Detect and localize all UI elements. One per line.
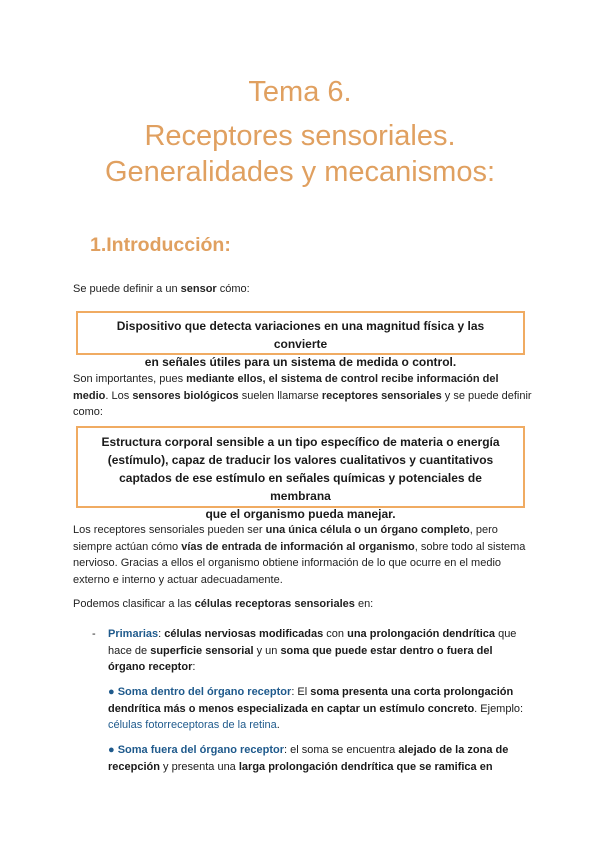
list-text-5: :	[192, 661, 196, 673]
title-line-1: Tema 6.	[248, 76, 352, 108]
box2-line-2: (estímulo), capaz de traducir los valores cualitativos y cuantitativos	[107, 453, 494, 467]
list-bold-2: una prolongación dendrítica	[347, 628, 496, 640]
bullet-icon: ●	[108, 744, 115, 756]
sub2-text-1: : el soma se encuentra	[283, 744, 399, 756]
classification-paragraph	[73, 596, 533, 613]
sub1-bold-1: soma presenta una corta prolongación dendrítica más o menos especializada en captar un estímulo concreto	[108, 686, 514, 715]
list-text-2: con	[323, 628, 348, 640]
receptors-paragraph	[73, 522, 533, 588]
title-line-3: Generalidades y mecanismos:	[104, 156, 496, 188]
sub2-bold-1: alejado de la zona de recepción	[108, 744, 509, 773]
box2-line-4: que el organismo pueda manejar.	[205, 507, 396, 521]
list-text-3: que hace de	[108, 628, 517, 657]
box2-line-1: Estructura corporal sensible a un tipo específico de materia o energía	[101, 435, 500, 449]
list-item-primarias	[92, 626, 532, 676]
para4-bold-1: células receptoras sensoriales	[194, 598, 355, 610]
para3-text-2: , pero siempre actúan cómo	[73, 524, 498, 553]
retina-link[interactable]: células fotorreceptoras de la retina	[108, 719, 277, 731]
sub2-label: Soma fuera del órgano receptor	[117, 744, 284, 756]
sub1-text-2: . Ejemplo:	[474, 702, 524, 715]
para2-bold-3: receptores sensoriales	[321, 389, 442, 402]
list-bold-4: soma que puede estar dentro o fuera del órgano receptor	[108, 644, 493, 673]
para4-text-1: Podemos clasificar a las	[73, 598, 195, 610]
para2-text-2: . Los	[105, 389, 133, 402]
sensor-definition-box	[76, 311, 525, 369]
title-line-2: Receptores sensoriales.	[144, 120, 456, 152]
para2-text-1: Son importantes, pues	[73, 373, 187, 385]
list-bold-3: superficie sensorial	[150, 644, 254, 657]
intro-text-end: cómo:	[216, 283, 250, 295]
sub2-bold-2: larga prolongación dendrítica que se ramifica en	[238, 760, 493, 773]
list-bold-1: células nerviosas modificadas	[164, 628, 324, 640]
para3-bold-1: una única célula o un órgano completo	[265, 524, 470, 536]
para3-text-3: , sobre todo al sistema nervioso. Gracias a ellos el organismo obtiene información de lo que ocurre en el medio externo e interno y actuar adecuadamente.	[73, 540, 526, 586]
box1-line-1: Dispositivo que detecta variaciones en una magnitud física y las convierte	[116, 319, 485, 351]
list-text-1: :	[158, 628, 165, 640]
list-label: Primarias	[108, 628, 159, 640]
list-text-4: y un	[253, 644, 281, 657]
list-dash: -	[92, 628, 96, 640]
sub1-text-1: : El	[291, 686, 311, 698]
para4-text-2: en:	[354, 598, 374, 610]
para3-text-1: Los receptores sensoriales pueden ser	[73, 524, 266, 536]
intro-paragraph	[73, 281, 533, 298]
receptor-definition-box	[76, 426, 525, 521]
importance-paragraph	[73, 371, 533, 421]
sub-item-soma-dentro	[108, 684, 532, 734]
sub-item-soma-fuera	[108, 742, 532, 775]
sub2-text-2: y presenta una	[159, 760, 239, 773]
box1-line-2: en señales útiles para un sistema de medida o control.	[144, 355, 457, 369]
intro-text: Se puede definir a un	[73, 283, 181, 295]
section-heading: 1.Introducción:	[90, 234, 231, 256]
sub1-text-3: .	[276, 719, 280, 731]
sub1-label: Soma dentro del órgano receptor	[117, 686, 292, 698]
para2-text-4: y se puede definir como:	[73, 389, 532, 418]
bullet-icon: ●	[108, 686, 115, 698]
list-body	[108, 626, 532, 676]
para2-bold-2: sensores biológicos	[132, 389, 239, 402]
intro-term: sensor	[180, 283, 217, 295]
para2-text-3: suelen llamarse	[238, 389, 322, 402]
para3-bold-2: vías de entrada de información al organismo	[181, 540, 415, 553]
para2-bold-1: mediante ellos, el sistema de control recibe información del medio	[73, 373, 499, 402]
box2-line-3: captados de ese estímulo en señales químicas y potenciales de membrana	[119, 471, 482, 503]
